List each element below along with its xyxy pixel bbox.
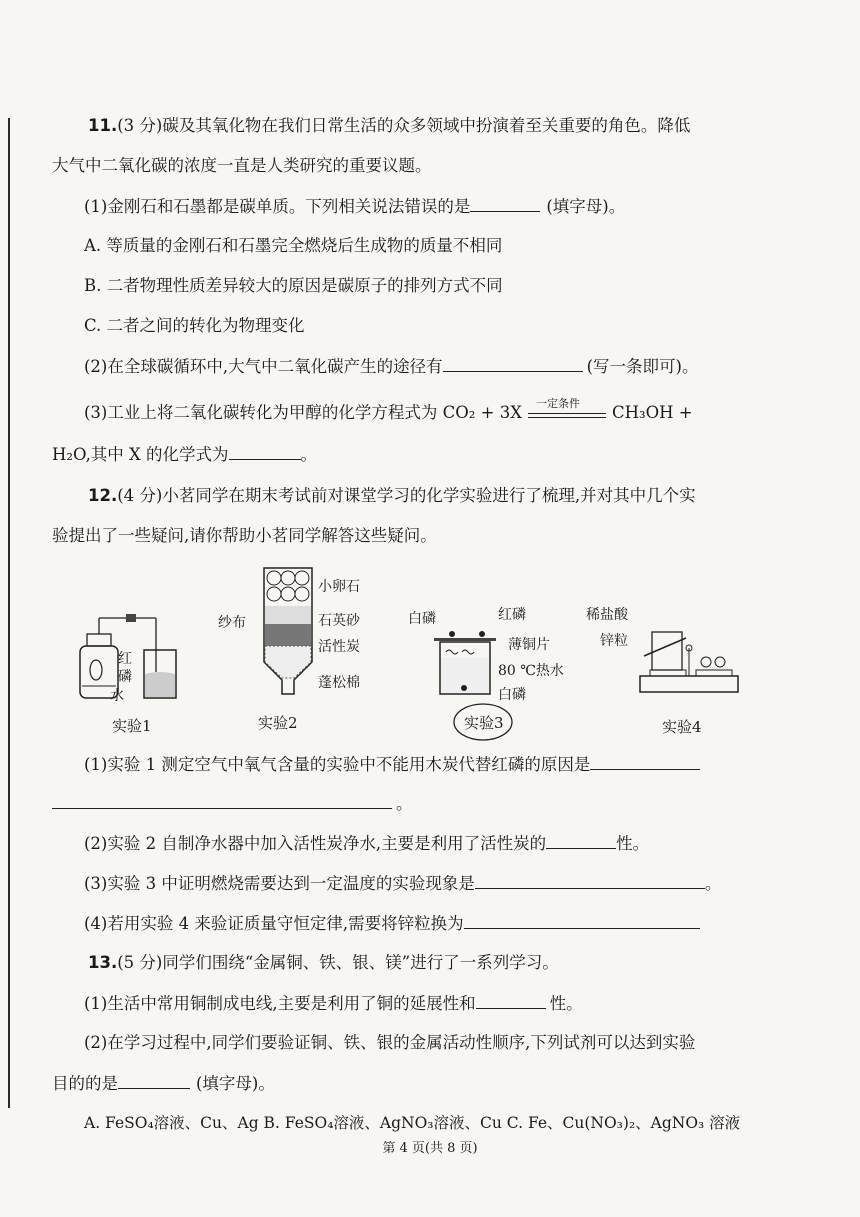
q12-intro-line2: 验提出了一些疑问,请你帮助小茗同学解答这些疑问。: [52, 526, 437, 545]
q12-part4-blank[interactable]: [464, 912, 700, 929]
q11-part1: (1)金刚石和石墨都是碳单质。下列相关说法错误的是 (填字母)。: [84, 197, 626, 216]
exp1-label-water: 水: [110, 688, 124, 704]
exp1-caption: 实验1: [112, 717, 152, 735]
page-footer: 第 4 页(共 8 页): [382, 1141, 478, 1156]
q11-part3-line1: (3)工业上将二氧化碳转化为甲醇的化学方程式为 CO₂ + 3X 一定条件 CH₃OH +: [84, 397, 693, 422]
exp2-label-pebbles: 小卵石: [318, 579, 360, 595]
q12-intro-line1: 12.(4 分)小茗同学在期末考试前对课堂学习的化学实验进行了梳理,并对其中几个实: [88, 486, 696, 505]
q12-number: 12.: [88, 486, 118, 505]
q13-part2-line2: 目的的是 (填字母)。: [52, 1074, 275, 1093]
exp4-label-zinc: 锌粒: [600, 633, 628, 649]
reaction-arrow: 一定条件: [528, 407, 606, 418]
q12-part1-blank-b[interactable]: [52, 792, 392, 809]
exp2-apparatus: [258, 562, 318, 702]
q11-option-a: A. 等质量的金刚石和石墨完全燃烧后生成物的质量不相同: [84, 236, 503, 255]
q13-part1: (1)生活中常用铜制成电线,主要是利用了铜的延展性和 性。: [84, 994, 583, 1013]
q11-part3-line2: H₂O,其中 X 的化学式为 。: [52, 445, 318, 464]
q11-part3-blank[interactable]: [229, 443, 301, 460]
q11-intro-line2: 大气中二氧化碳的浓度一直是人类研究的重要议题。: [52, 156, 432, 175]
q11-intro-line1: 11.(3 分)碳及其氧化物在我们日常生活的众多领域中扮演着至关重要的角色。降低: [88, 116, 691, 135]
exp3-label-hot-water: 80 ℃热水: [498, 663, 564, 679]
q12-part4: (4)若用实验 4 来验证质量守恒定律,需要将锌粒换为: [84, 912, 700, 935]
q12-part2-blank[interactable]: [546, 832, 616, 849]
exp2-label-quartz-sand: 石英砂: [318, 613, 360, 629]
q11-part2-blank[interactable]: [443, 355, 583, 372]
exp1-apparatus: [74, 612, 194, 702]
exp2-label-cotton: 蓬松棉: [318, 675, 360, 691]
exp2-label-gauze: 纱布: [218, 615, 246, 631]
exp3-label-red-phosphorus: 红磷: [498, 607, 526, 623]
q13-part2-blank[interactable]: [118, 1072, 190, 1089]
exp3-caption: 实验3: [464, 714, 504, 732]
q12-part2: (2)实验 2 自制净水器中加入活性炭净水,主要是利用了活性炭的 性。: [84, 834, 650, 853]
exp1-label-red: 红: [118, 651, 132, 667]
exp3-label-white-phosphorus-bottom: 白磷: [498, 687, 526, 703]
exp1-label-phosphorus: 磷: [118, 669, 132, 685]
exp3-label-white-phosphorus-top: 白磷: [408, 611, 436, 627]
q13-part2-line1: (2)在学习过程中,同学们要验证铜、铁、银的金属活动性顺序,下列试剂可以达到实验: [84, 1033, 696, 1052]
exp3-label-copper-sheet: 薄铜片: [508, 637, 550, 653]
q13-intro: 13.(5 分)同学们围绕“金属铜、铁、银、镁”进行了一系列学习。: [88, 953, 559, 972]
exp4-apparatus: [636, 626, 742, 698]
exp2-label-activated-carbon: 活性炭: [318, 639, 360, 655]
binding-margin-line: [8, 118, 10, 1108]
q13-number: 13.: [88, 953, 118, 972]
exp2-caption: 实验2: [258, 714, 298, 732]
q12-part1-line2: 。: [52, 792, 413, 815]
q12-part3: (3)实验 3 中证明燃烧需要达到一定温度的实验现象是 。: [84, 874, 722, 893]
q11-option-b: B. 二者物理性质差异较大的原因是碳原子的排列方式不同: [84, 276, 503, 295]
q12-part3-blank[interactable]: [475, 872, 705, 889]
q13-options: A. FeSO₄溶液、Cu、Ag B. FeSO₄溶液、AgNO₃溶液、Cu C. Fe、Cu(NO₃)₂、AgNO₃ 溶液: [84, 1114, 741, 1132]
q11-part1-blank[interactable]: [470, 195, 540, 212]
q11-part2: (2)在全球碳循环中,大气中二氧化碳产生的途径有 (写一条即可)。: [84, 357, 699, 376]
q11-option-c: C. 二者之间的转化为物理变化: [84, 316, 305, 335]
exp4-caption: 实验4: [662, 718, 702, 736]
q12-part1-line1: (1)实验 1 测定空气中氧气含量的实验中不能用木炭代替红磷的原因是: [84, 753, 700, 776]
q12-part1-blank-a[interactable]: [590, 753, 700, 770]
exp4-label-dilute-hcl: 稀盐酸: [586, 607, 628, 623]
exp3-apparatus: [430, 622, 500, 698]
q11-number: 11.: [88, 116, 118, 135]
q13-part1-blank[interactable]: [476, 992, 546, 1009]
